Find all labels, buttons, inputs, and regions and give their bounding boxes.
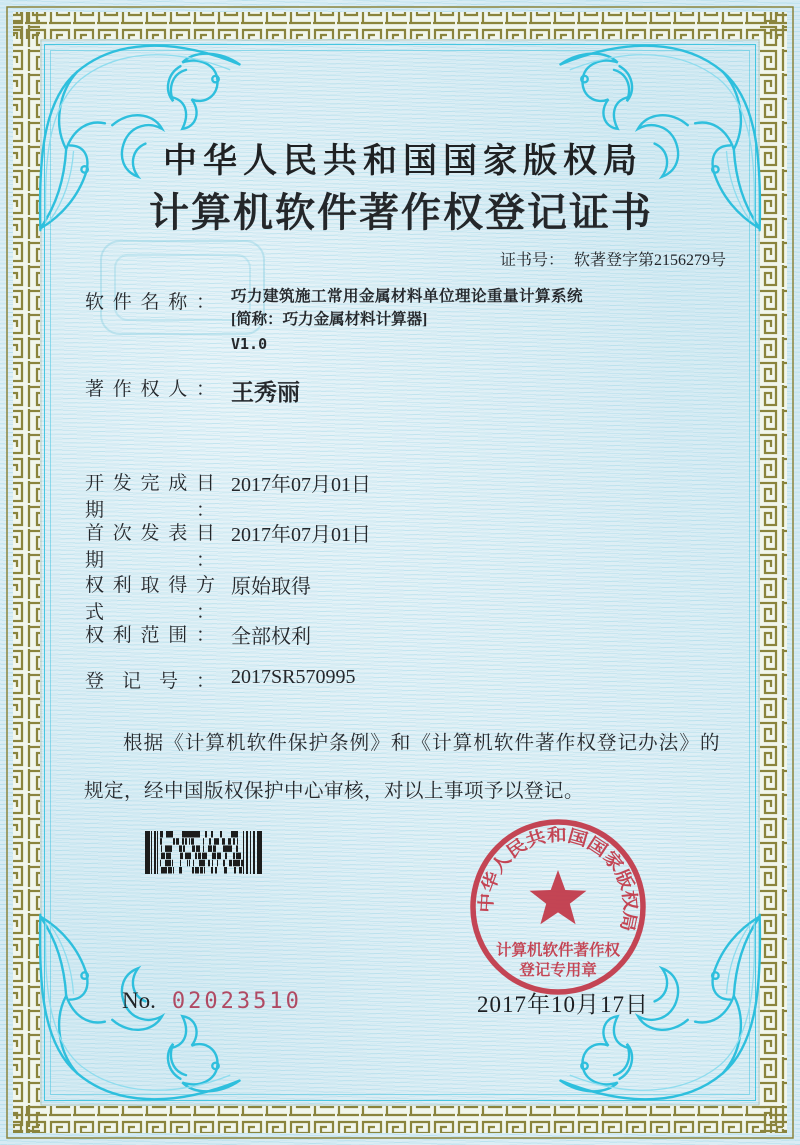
certificate-number-line xyxy=(500,247,726,270)
dev-complete-date-label: 开发完成日期： xyxy=(85,473,215,521)
field-dev-complete-date xyxy=(85,468,371,522)
right-scope-value: 全部权利 xyxy=(231,626,311,648)
field-copyright-owner xyxy=(85,374,300,407)
software-version: V1.0 xyxy=(231,335,268,353)
registration-no-label: 登记号： xyxy=(85,671,215,692)
first-publish-date-label: 首次发表日期： xyxy=(85,523,215,571)
software-full-name: 巧力建筑施工常用金属材料单位理论重量计算系统 xyxy=(231,288,584,305)
seal-text-line1: 计算机软件著作权 xyxy=(495,942,621,959)
first-publish-date-value: 2017年07月01日 xyxy=(231,524,371,546)
software-name-label: 软件名称： xyxy=(85,292,215,313)
copyright-owner-value: 王秀丽 xyxy=(231,380,300,405)
serial-number-line xyxy=(122,988,302,1014)
authority-title: 中华人民共和国国家版权局 xyxy=(163,143,643,180)
seal-text-line2: 登记专用章 xyxy=(519,962,597,979)
svg-text:中华人民共和国国家版权局 xyxy=(474,813,653,938)
certificate-number-value: 软著登字第2156279号 xyxy=(574,252,727,269)
issue-date: 2017年10月17日 xyxy=(477,992,649,1017)
certificate-number-label: 证书号： xyxy=(500,252,565,269)
field-first-publish-date xyxy=(85,518,371,572)
registration-statement: 根据《计算机软件保护条例》和《计算机软件著作权登记办法》的规定，经中国版权保护中心审核，对以上事项予以登记。 xyxy=(84,733,720,802)
field-registration-no xyxy=(85,666,355,693)
red-star-icon xyxy=(530,870,587,924)
copyright-owner-label: 著作权人： xyxy=(85,379,215,400)
field-software-name xyxy=(85,287,583,354)
official-seal xyxy=(458,812,658,1012)
certificate-title: 计算机软件著作权登记证书 xyxy=(149,190,653,235)
dev-complete-date-value: 2017年07月01日 xyxy=(231,474,371,496)
field-right-scope xyxy=(85,620,311,649)
serial-number-value: 02023510 xyxy=(171,989,302,1014)
right-acquisition-value: 原始取得 xyxy=(231,576,311,598)
registration-no-value: 2017SR570995 xyxy=(231,666,356,688)
field-right-acquisition xyxy=(85,570,311,624)
right-acquisition-label: 权利取得方式： xyxy=(85,575,215,623)
serial-number-label: No. xyxy=(122,988,156,1013)
right-scope-label: 权利范围： xyxy=(85,625,215,646)
pdf417-barcode-icon xyxy=(145,831,263,874)
software-short-name: [简称：巧力金属材料计算器] xyxy=(231,311,428,328)
software-name-value xyxy=(231,287,583,354)
seal-ring-text: 中华人民共和国国家版权局 xyxy=(475,824,641,932)
